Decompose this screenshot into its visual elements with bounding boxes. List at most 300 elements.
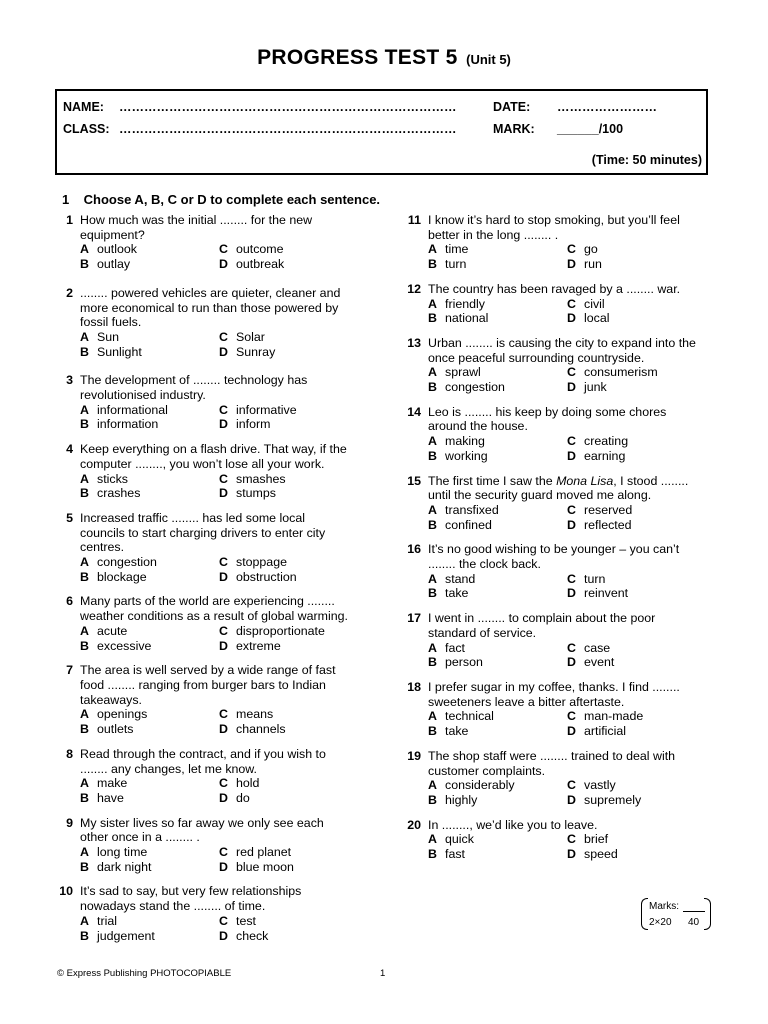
option-text: blockage	[97, 569, 147, 584]
option-text: quick	[445, 832, 474, 847]
question-number: 16	[407, 542, 421, 557]
option-b[interactable]	[428, 586, 567, 601]
option-text: acute	[97, 623, 128, 638]
option-d[interactable]	[567, 655, 707, 670]
question-8	[57, 747, 357, 806]
option-c[interactable]	[219, 403, 359, 418]
option-text: reinvent	[584, 586, 629, 601]
question-2	[57, 286, 357, 360]
option-a[interactable]	[428, 365, 567, 380]
option-text: check	[236, 928, 269, 943]
question-text: I prefer sugar in my coffee, thanks. I find ........ sweeteners leave a bitter aftertaste.	[428, 679, 680, 709]
option-text: smashes	[236, 471, 286, 486]
student-info-box	[55, 89, 708, 175]
option-text: event	[584, 655, 615, 670]
option-text: vastly	[584, 778, 616, 793]
option-text: stoppage	[236, 555, 287, 570]
footer	[57, 968, 386, 979]
option-letter: A	[80, 329, 89, 344]
option-b[interactable]	[428, 380, 567, 395]
option-a[interactable]	[428, 297, 567, 312]
option-letter: C	[219, 776, 228, 791]
option-text: junk	[584, 380, 607, 395]
option-letter: C	[567, 832, 576, 847]
option-a[interactable]	[428, 572, 567, 587]
option-text: person	[445, 655, 483, 670]
questions-right-column	[405, 213, 705, 862]
option-letter: D	[567, 448, 576, 463]
option-text: test	[236, 913, 256, 928]
option-d[interactable]	[219, 929, 359, 944]
option-a[interactable]	[428, 832, 567, 847]
option-text: earning	[584, 448, 626, 463]
option-b[interactable]	[80, 860, 219, 875]
question-number: 2	[66, 285, 73, 300]
option-letter: B	[80, 569, 89, 584]
option-c[interactable]	[567, 503, 707, 518]
option-b[interactable]	[80, 257, 219, 272]
answer-options	[80, 555, 357, 584]
option-letter: B	[428, 257, 437, 272]
option-text: go	[584, 242, 598, 257]
option-b[interactable]	[428, 311, 567, 326]
question-text: I know it’s hard to stop smoking, but you’ll feel better in the long ........ .	[428, 213, 680, 242]
option-text: highly	[445, 792, 478, 807]
option-text: confined	[445, 517, 492, 532]
option-text: technical	[445, 709, 494, 724]
question-number: 19	[407, 748, 421, 763]
option-text: turn	[584, 571, 606, 586]
option-letter: A	[80, 555, 89, 570]
option-letter: A	[428, 434, 437, 449]
option-d[interactable]	[219, 345, 359, 360]
class-label: CLASS:	[63, 122, 110, 136]
option-d[interactable]	[219, 791, 359, 806]
question-text: The development of ........ technology has revolutionised industry.	[80, 373, 308, 403]
option-text: congestion	[97, 555, 157, 570]
question-17	[405, 611, 705, 670]
answer-options	[428, 709, 705, 738]
answer-options	[428, 832, 705, 861]
option-b[interactable]	[80, 929, 219, 944]
question-1	[57, 213, 357, 272]
option-letter: C	[219, 402, 228, 417]
option-letter: C	[567, 365, 576, 380]
option-letter: D	[219, 344, 228, 359]
option-c[interactable]	[219, 914, 359, 929]
option-text: creating	[584, 434, 629, 449]
class-field: ………………………………………………………………………	[119, 122, 457, 136]
option-text: hold	[236, 776, 260, 791]
option-c[interactable]	[567, 242, 707, 257]
option-text: reflected	[584, 517, 632, 532]
option-text: take	[445, 586, 469, 601]
option-d[interactable]	[219, 570, 359, 585]
option-letter: A	[80, 623, 89, 638]
option-letter: C	[219, 623, 228, 638]
option-text: time	[445, 242, 469, 257]
question-text: How much was the initial ........ for the new equipment?	[80, 213, 313, 242]
option-letter: B	[428, 586, 437, 601]
option-letter: A	[80, 242, 89, 257]
option-c[interactable]	[567, 365, 707, 380]
name-label: NAME:	[63, 100, 104, 114]
question-19	[405, 749, 705, 808]
option-text: obstruction	[236, 569, 297, 584]
option-letter: C	[567, 640, 576, 655]
option-b[interactable]	[428, 847, 567, 862]
option-letter: B	[428, 448, 437, 463]
marks-total: 40	[688, 917, 700, 928]
option-b[interactable]	[80, 570, 219, 585]
question-text: Read through the contract, and if you wish to ........ any changes, let me know.	[80, 746, 326, 776]
option-letter: D	[219, 790, 228, 805]
answer-options	[428, 778, 705, 807]
option-b[interactable]	[428, 518, 567, 533]
question-text: Keep everything on a flash drive. That way, if the computer ........, you won’t lose all your work.	[80, 442, 347, 471]
option-text: turn	[445, 257, 467, 272]
option-letter: D	[567, 517, 576, 532]
option-a[interactable]	[80, 242, 219, 257]
option-text: judgement	[97, 928, 155, 943]
option-letter: D	[219, 859, 228, 874]
option-text: inform	[236, 417, 271, 432]
option-d[interactable]	[219, 257, 359, 272]
question-10	[57, 884, 357, 943]
date-label: DATE:	[493, 100, 531, 114]
option-text: civil	[584, 296, 605, 311]
question-14	[405, 405, 705, 464]
option-text: making	[445, 434, 485, 449]
question-number: 1	[66, 213, 73, 227]
option-text: outlook	[97, 242, 137, 257]
question-text: Many parts of the world are experiencing ........ weather conditions as a result of global warming.	[80, 594, 348, 624]
option-c[interactable]	[219, 330, 359, 345]
question-5	[57, 511, 357, 585]
answer-options	[428, 434, 705, 463]
option-text: reserved	[584, 502, 633, 517]
option-text: informative	[236, 402, 297, 417]
questions-left-column	[57, 213, 357, 943]
answer-options	[428, 641, 705, 670]
option-a[interactable]	[80, 707, 219, 722]
option-text: national	[445, 311, 489, 326]
option-c[interactable]	[567, 297, 707, 312]
option-a[interactable]	[80, 624, 219, 639]
option-letter: B	[80, 790, 89, 805]
question-number: 8	[66, 746, 73, 761]
option-b[interactable]	[428, 655, 567, 670]
question-number: 4	[66, 442, 73, 457]
question-number: 10	[59, 884, 73, 899]
option-d[interactable]	[219, 417, 359, 432]
option-text: outcome	[236, 242, 284, 257]
option-a[interactable]	[428, 778, 567, 793]
option-letter: D	[567, 311, 576, 326]
question-number: 11	[407, 213, 421, 227]
question-text: In ........, we’d like you to leave.	[428, 817, 598, 832]
question-16	[405, 542, 705, 601]
option-letter: D	[219, 417, 228, 432]
option-text: working	[445, 448, 488, 463]
option-b[interactable]	[80, 486, 219, 501]
option-d[interactable]	[567, 724, 707, 739]
option-text: fact	[445, 640, 465, 655]
answer-options	[428, 365, 705, 394]
question-number: 15	[407, 473, 421, 488]
option-letter: A	[428, 365, 437, 380]
option-letter: B	[80, 638, 89, 653]
option-a[interactable]	[428, 709, 567, 724]
option-letter: B	[428, 311, 437, 326]
question-text: Urban ........ is causing the city to expand into the once peaceful surrounding countryside.	[428, 335, 696, 365]
question-number: 5	[66, 510, 73, 525]
option-text: stand	[445, 571, 476, 586]
option-text: considerably	[445, 778, 515, 793]
option-b[interactable]	[80, 345, 219, 360]
question-number: 14	[407, 404, 421, 419]
marks-label: Marks:	[649, 901, 679, 912]
option-text: consumerism	[584, 365, 658, 380]
option-a[interactable]	[428, 641, 567, 656]
option-letter: B	[428, 847, 437, 862]
option-letter: A	[80, 402, 89, 417]
question-number: 20	[407, 817, 421, 832]
option-letter: D	[219, 257, 228, 272]
option-b[interactable]	[428, 449, 567, 464]
option-c[interactable]	[567, 832, 707, 847]
option-letter: D	[567, 792, 576, 807]
option-letter: B	[428, 724, 437, 739]
option-letter: C	[567, 502, 576, 517]
question-text: Increased traffic ........ has led some local councils to start charging drivers to enter city centres.	[80, 510, 326, 555]
question-text: The first time I saw the Mona Lisa, I stood ........ until the security guard moved me along.	[428, 473, 689, 503]
question-text: ........ powered vehicles are quieter, cleaner and more economical to run than those powered by fossil fuels.	[80, 285, 341, 330]
question-text: It’s no good wishing to be younger – you can’t ........ the clock back.	[428, 542, 680, 572]
page-title	[0, 46, 768, 70]
option-c[interactable]	[219, 555, 359, 570]
question-20	[405, 818, 705, 862]
option-c[interactable]	[567, 572, 707, 587]
option-b[interactable]	[80, 722, 219, 737]
option-text: supremely	[584, 792, 642, 807]
section-instruction: Choose A, B, C or D to complete each sentence.	[83, 192, 381, 207]
option-letter: A	[80, 707, 89, 722]
option-c[interactable]	[567, 434, 707, 449]
option-letter: B	[428, 380, 437, 395]
question-number: 3	[66, 373, 73, 388]
option-text: long time	[97, 845, 148, 860]
option-c[interactable]	[219, 624, 359, 639]
option-text: sticks	[97, 471, 128, 486]
option-c[interactable]	[219, 845, 359, 860]
option-text: Solar	[236, 329, 265, 344]
option-letter: C	[567, 296, 576, 311]
option-letter: A	[428, 296, 437, 311]
option-d[interactable]	[219, 486, 359, 501]
mark-label: MARK:	[493, 122, 535, 136]
option-letter: B	[428, 792, 437, 807]
option-letter: C	[219, 845, 228, 860]
option-text: do	[236, 790, 250, 805]
answer-options	[80, 472, 357, 501]
option-b[interactable]	[428, 257, 567, 272]
option-d[interactable]	[567, 847, 707, 862]
question-13	[405, 336, 705, 395]
option-d[interactable]	[219, 860, 359, 875]
date-field: ……………………	[557, 100, 657, 114]
option-letter: D	[219, 722, 228, 737]
option-b[interactable]	[428, 724, 567, 739]
option-c[interactable]	[219, 707, 359, 722]
option-text: extreme	[236, 638, 281, 653]
answer-options	[80, 624, 357, 653]
option-d[interactable]	[567, 311, 707, 326]
question-text: Leo is ........ his keep by doing some chores around the house.	[428, 404, 667, 434]
option-letter: A	[428, 709, 437, 724]
question-number: 7	[66, 663, 73, 678]
option-letter: A	[80, 471, 89, 486]
option-text: dark night	[97, 859, 152, 874]
option-d[interactable]	[219, 722, 359, 737]
name-field: ………………………………………………………………………	[119, 100, 457, 114]
option-text: openings	[97, 707, 148, 722]
option-text: run	[584, 257, 602, 272]
option-text: make	[97, 776, 128, 791]
answer-options	[428, 572, 705, 601]
option-text: local	[584, 311, 610, 326]
option-a[interactable]	[428, 503, 567, 518]
answer-options	[80, 914, 357, 943]
option-text: stumps	[236, 486, 276, 501]
marks-blank	[683, 911, 705, 912]
option-d[interactable]	[567, 793, 707, 808]
option-letter: A	[428, 778, 437, 793]
option-a[interactable]	[80, 403, 219, 418]
option-letter: D	[567, 586, 576, 601]
question-text: My sister lives so far away we only see each other once in a ........ .	[80, 815, 324, 845]
option-text: Sunray	[236, 344, 276, 359]
option-text: red planet	[236, 845, 292, 860]
option-text: congestion	[445, 380, 505, 395]
mark-field: ______/100	[557, 122, 624, 136]
option-text: outlay	[97, 257, 131, 272]
question-text: The shop staff were ........ trained to deal with customer complaints.	[428, 748, 676, 778]
option-d[interactable]	[219, 639, 359, 654]
question-7	[57, 663, 357, 737]
option-letter: C	[567, 242, 576, 257]
option-letter: B	[80, 859, 89, 874]
test-title: PROGRESS TEST 5	[257, 46, 458, 69]
option-text: disproportionate	[236, 623, 325, 638]
option-a[interactable]	[428, 434, 567, 449]
option-letter: D	[219, 928, 228, 943]
option-letter: D	[567, 380, 576, 395]
option-text: outbreak	[236, 257, 285, 272]
option-c[interactable]	[219, 242, 359, 257]
answer-options	[428, 297, 705, 326]
option-c[interactable]	[219, 472, 359, 487]
option-c[interactable]	[567, 778, 707, 793]
answer-options	[80, 403, 357, 432]
option-b[interactable]	[80, 417, 219, 432]
option-c[interactable]	[567, 709, 707, 724]
answer-options	[80, 242, 357, 271]
option-a[interactable]	[80, 845, 219, 860]
option-letter: A	[428, 640, 437, 655]
option-letter: A	[428, 242, 437, 257]
option-letter: D	[567, 655, 576, 670]
question-6	[57, 594, 357, 653]
option-c[interactable]	[567, 641, 707, 656]
option-b[interactable]	[80, 639, 219, 654]
question-3	[57, 373, 357, 432]
option-d[interactable]	[567, 518, 707, 533]
option-text: sprawl	[445, 365, 481, 380]
option-d[interactable]	[567, 380, 707, 395]
question-text: I went in ........ to complain about the poor standard of service.	[428, 611, 656, 640]
option-b[interactable]	[80, 791, 219, 806]
option-text: means	[236, 707, 274, 722]
option-letter: B	[80, 722, 89, 737]
answer-options	[428, 242, 705, 271]
option-text: take	[445, 724, 469, 739]
marks-box	[641, 896, 711, 932]
question-number: 9	[66, 815, 73, 830]
option-letter: C	[567, 778, 576, 793]
option-letter: B	[80, 417, 89, 432]
question-text: It’s sad to say, but very few relationships nowadays stand the ........ of time.	[80, 884, 302, 914]
option-b[interactable]	[428, 793, 567, 808]
option-letter: C	[219, 555, 228, 570]
option-a[interactable]	[80, 330, 219, 345]
question-number: 18	[407, 679, 421, 694]
option-letter: B	[80, 486, 89, 501]
option-letter: B	[428, 655, 437, 670]
option-letter: B	[428, 517, 437, 532]
option-c[interactable]	[219, 776, 359, 791]
option-a[interactable]	[80, 555, 219, 570]
question-number: 17	[407, 611, 421, 626]
option-letter: C	[219, 913, 228, 928]
option-d[interactable]	[567, 449, 707, 464]
question-15	[405, 474, 705, 533]
option-a[interactable]	[80, 472, 219, 487]
copyright-text: © Express Publishing PHOTOCOPIABLE	[57, 968, 232, 979]
question-18	[405, 680, 705, 739]
question-12	[405, 282, 705, 326]
section-number: 1	[62, 192, 70, 207]
page-number: 1	[380, 968, 386, 979]
option-d[interactable]	[567, 586, 707, 601]
option-letter: C	[219, 329, 228, 344]
marks-bracket-left	[641, 898, 648, 930]
question-text: The area is well served by a wide range of fast food ........ ranging from burger bars to Indian takeaways.	[80, 663, 336, 707]
option-letter: A	[428, 502, 437, 517]
option-letter: C	[567, 571, 576, 586]
unit-label: (Unit 5)	[466, 52, 511, 67]
option-a[interactable]	[428, 242, 567, 257]
option-text: blue moon	[236, 859, 294, 874]
option-a[interactable]	[80, 914, 219, 929]
option-d[interactable]	[567, 257, 707, 272]
answer-options	[80, 707, 357, 736]
option-letter: A	[428, 571, 437, 586]
option-a[interactable]	[80, 776, 219, 791]
marks-formula: 2×20	[649, 917, 672, 928]
question-number: 12	[407, 281, 421, 296]
option-letter: A	[80, 776, 89, 791]
